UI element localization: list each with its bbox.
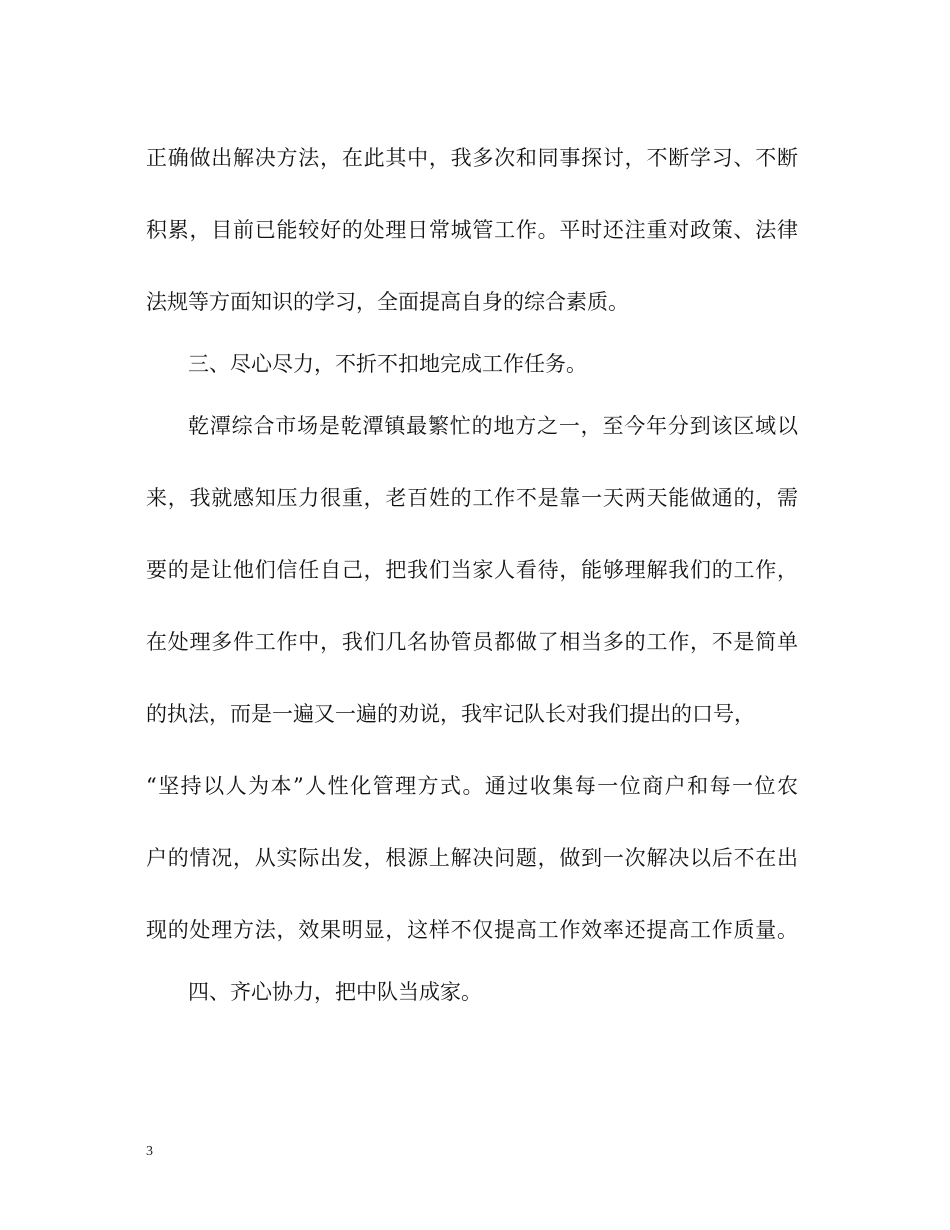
section-heading: 四、齐心协力，把中队当成家。 (188, 980, 482, 1004)
body-text-line: 现的处理方法，效果明显，这样不仅提高工作效率还提高工作质量。 (146, 918, 798, 942)
body-text-line: 乾潭综合市场是乾潭镇最繁忙的地方之一，至今年分到该区域以 (188, 414, 798, 438)
body-text-line: 法规等方面知识的学习，全面提高自身的综合素质。 (146, 290, 629, 314)
body-text-line: “坚持以人为本”人性化管理方式。通过收集每一位商户和每一位农 (146, 774, 798, 798)
body-text-line: 积累，目前已能较好的处理日常城管工作。平时还注重对政策、法律 (146, 218, 798, 242)
body-text-line: 在处理多件工作中，我们几名协管员都做了相当多的工作，不是简单 (146, 630, 798, 654)
body-text-line: 来，我就感知压力很重，老百姓的工作不是靠一天两天能做通的，需 (146, 486, 798, 510)
body-text-line: 正确做出解决方法，在此其中，我多次和同事探讨，不断学习、不断 (146, 146, 798, 170)
body-text-line: 要的是让他们信任自己，把我们当家人看待，能够理解我们的工作， (146, 558, 798, 582)
page-number: 3 (146, 1144, 153, 1159)
section-heading: 三、尽心尽力，不折不扣地完成工作任务。 (188, 352, 587, 376)
body-text-line: 户的情况，从实际出发，根源上解决问题，做到一次解决以后不在出 (146, 846, 798, 870)
body-text-line: 的执法，而是一遍又一遍的劝说，我牢记队长对我们提出的口号， (146, 702, 755, 726)
